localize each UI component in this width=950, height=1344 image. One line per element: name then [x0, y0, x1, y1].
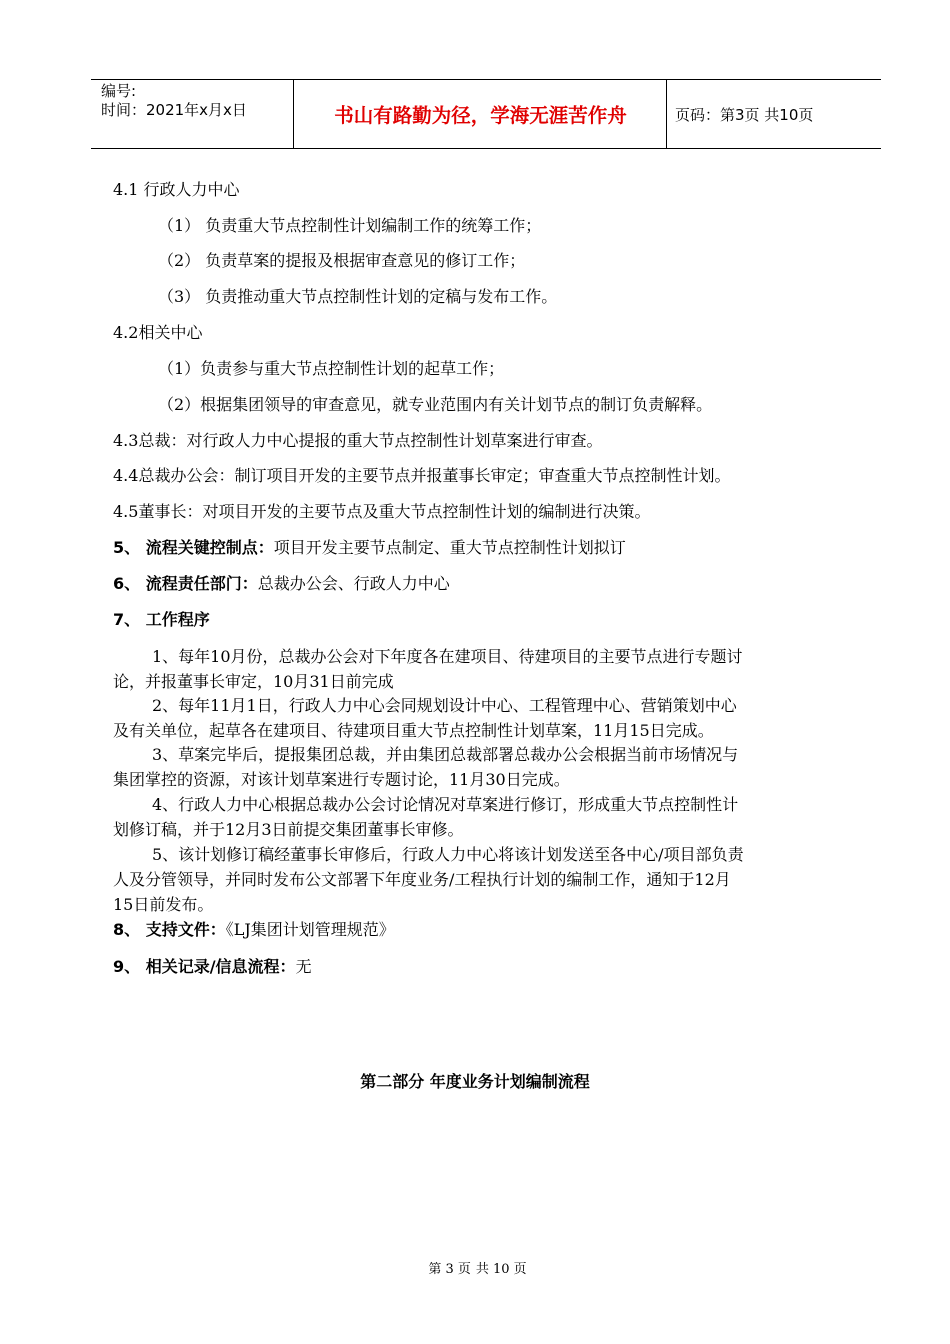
- part-title: 第二部分 年度业务计划编制流程: [360, 1072, 590, 1091]
- heading-6-label: 6、 流程责任部门：: [113, 574, 258, 593]
- procedure-line: 2、每年11月1日，行政人力中心会同规划设计中心、工程管理中心、营销策划中心: [152, 696, 737, 715]
- section-4-1-item: （1） 负责重大节点控制性计划编制工作的统筹工作；: [158, 216, 542, 235]
- page-footer: [0, 1258, 950, 1277]
- section-4-3: 4.3总裁：对行政人力中心提报的重大节点控制性计划草案进行审查。: [113, 431, 603, 450]
- section-4-4: 4.4总裁办公会：制订项目开发的主要节点并报董事长审定；审查重大节点控制性计划。: [113, 466, 731, 485]
- section-4-2-item: （2）根据集团领导的审查意见，就专业范围内有关计划节点的制订负责解释。: [158, 395, 713, 414]
- procedure-line: 5、该计划修订稿经董事长审修后，行政人力中心将该计划发送至各中心/项目部负责: [152, 845, 744, 864]
- procedure-line: 4、行政人力中心根据总裁办公会讨论情况对草案进行修订，形成重大节点控制性计: [152, 795, 739, 814]
- procedure-line: 3、草案完毕后，提报集团总裁，并由集团总裁部署总裁办公会根据当前市场情况与: [152, 745, 739, 764]
- section-4-5: 4.5董事长：对项目开发的主要节点及重大节点控制性计划的编制进行决策。: [113, 502, 651, 521]
- heading-9: [113, 956, 312, 978]
- heading-5-text: 项目开发主要节点制定、重大节点控制性计划拟订: [273, 538, 626, 557]
- heading-7: 7、 工作程序: [113, 610, 210, 629]
- doc-number-label: 编号:: [101, 82, 137, 100]
- section-4-2-item: （1）负责参与重大节点控制性计划的起草工作；: [158, 359, 505, 378]
- heading-9-text: 无: [295, 957, 312, 976]
- footer-page: 第 3 页: [428, 1262, 471, 1277]
- procedure-line: 论，并报董事长审定，10月31日前完成: [113, 672, 394, 691]
- header-page-info: 页码：第3页 共10页: [675, 105, 814, 124]
- page-header: [91, 79, 881, 149]
- heading-6: [113, 573, 450, 595]
- doc-time-label: 时间：2021年x月x日: [101, 101, 247, 119]
- heading-8-label: 8、 支持文件：: [113, 920, 226, 939]
- section-4-1-item: （2） 负责草案的提报及根据审查意见的修订工作；: [158, 251, 526, 270]
- heading-8: [113, 919, 395, 941]
- procedure-line: 15日前发布。: [113, 895, 214, 914]
- header-divider: [293, 80, 294, 148]
- header-divider: [666, 80, 667, 148]
- heading-9-label: 9、 相关记录/信息流程：: [113, 957, 296, 976]
- procedure-line: 集团掌控的资源，对该计划草案进行专题讨论，11月30日完成。: [113, 770, 570, 789]
- footer-total: 共 10 页: [475, 1262, 527, 1277]
- header-meta: [101, 82, 247, 120]
- procedure-line: 及有关单位，起草各在建项目、待建项目重大节点控制性计划草案，11月15日完成。: [113, 721, 714, 740]
- heading-6-text: 总裁办公会、行政人力中心: [257, 574, 450, 593]
- section-4-1: 4.1 行政人力中心: [113, 180, 240, 199]
- heading-8-text: 《LJ集团计划管理规范》: [225, 920, 395, 939]
- section-4-1-item: （3） 负责推动重大节点控制性计划的定稿与发布工作。: [158, 287, 558, 306]
- heading-5: [113, 537, 626, 559]
- procedure-line: 划修订稿，并于12月3日前提交集团董事长审修。: [113, 820, 464, 839]
- procedure-line: 1、每年10月份，总裁办公会对下年度各在建项目、待建项目的主要节点进行专题讨: [152, 647, 743, 666]
- section-4-2: 4.2相关中心: [113, 323, 203, 342]
- heading-5-label: 5、 流程关键控制点：: [113, 538, 274, 557]
- procedure-line: 人及分管领导，并同时发布公文部署下年度业务/工程执行计划的编制工作，通知于12月: [113, 870, 731, 889]
- header-motto: 书山有路勤为径，学海无涯苦作舟: [334, 104, 627, 127]
